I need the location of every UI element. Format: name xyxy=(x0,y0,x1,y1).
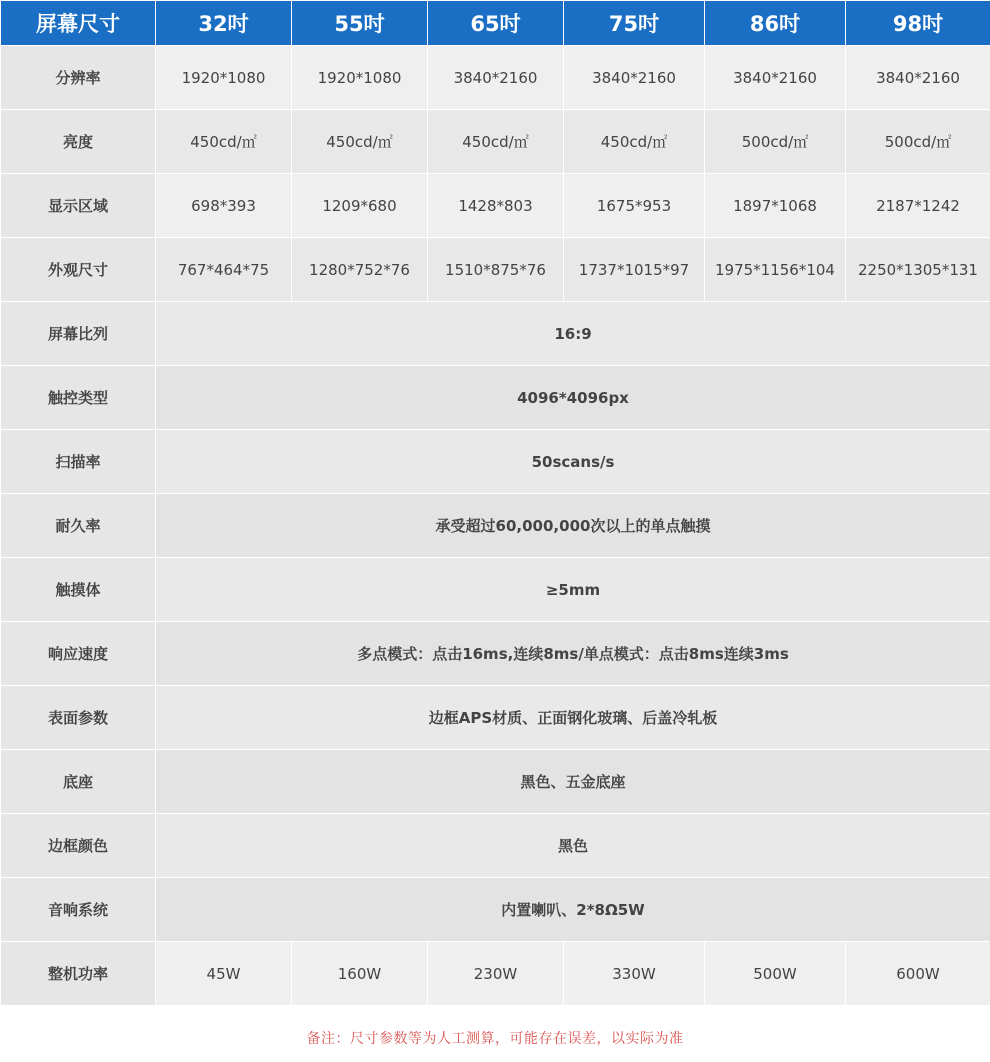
table-row xyxy=(1,942,990,1006)
row-value-cell: 500cd/㎡ xyxy=(846,110,990,174)
row-value-merged: 内置喇叭、2*8Ω5W xyxy=(156,878,990,942)
table-row xyxy=(1,46,990,110)
row-label: 音响系统 xyxy=(1,878,156,942)
row-label: 底座 xyxy=(1,750,156,814)
table-row xyxy=(1,302,990,366)
row-label: 触摸体 xyxy=(1,558,156,622)
row-value-cell: 450cd/㎡ xyxy=(428,110,564,174)
row-value-cell: 2250*1305*131 xyxy=(846,238,990,302)
header-size-cell: 32吋 xyxy=(156,1,292,46)
row-label: 耐久率 xyxy=(1,494,156,558)
row-value-cell: 1428*803 xyxy=(428,174,564,238)
row-value-cell: 450cd/㎡ xyxy=(156,110,292,174)
row-value-cell: 45W xyxy=(156,942,292,1006)
row-value-cell: 1975*1156*104 xyxy=(705,238,846,302)
table-row xyxy=(1,110,990,174)
row-label: 亮度 xyxy=(1,110,156,174)
row-label: 响应速度 xyxy=(1,622,156,686)
row-label: 显示区域 xyxy=(1,174,156,238)
row-value-cell: 500cd/㎡ xyxy=(705,110,846,174)
row-value-cell: 3840*2160 xyxy=(846,46,990,110)
table-row xyxy=(1,622,990,686)
row-value-cell: 3840*2160 xyxy=(428,46,564,110)
row-value-cell: 698*393 xyxy=(156,174,292,238)
table-row xyxy=(1,366,990,430)
row-value-cell: 160W xyxy=(292,942,428,1006)
row-value-cell: 1737*1015*97 xyxy=(564,238,705,302)
table-row xyxy=(1,750,990,814)
row-value-cell: 1920*1080 xyxy=(156,46,292,110)
row-value-cell: 767*464*75 xyxy=(156,238,292,302)
row-value-cell: 1675*953 xyxy=(564,174,705,238)
footnote: 备注：尺寸参数等为人工测算，可能存在误差，以实际为准 xyxy=(0,1006,990,1062)
row-value-merged: 黑色 xyxy=(156,814,990,878)
table-header-row xyxy=(1,1,990,46)
row-label: 表面参数 xyxy=(1,686,156,750)
row-label: 整机功率 xyxy=(1,942,156,1006)
row-label: 边框颜色 xyxy=(1,814,156,878)
row-value-cell: 1920*1080 xyxy=(292,46,428,110)
row-value-cell: 230W xyxy=(428,942,564,1006)
row-value-merged: 16:9 xyxy=(156,302,990,366)
row-value-cell: 1209*680 xyxy=(292,174,428,238)
table-row xyxy=(1,686,990,750)
table-row xyxy=(1,174,990,238)
table-body xyxy=(1,1,990,1006)
row-value-merged: 承受超过60,000,000次以上的单点触摸 xyxy=(156,494,990,558)
header-size-cell: 65吋 xyxy=(428,1,564,46)
table-row xyxy=(1,494,990,558)
row-value-cell: 3840*2160 xyxy=(564,46,705,110)
row-label: 扫描率 xyxy=(1,430,156,494)
header-size-cell: 55吋 xyxy=(292,1,428,46)
row-value-merged: 边框APS材质、正面钢化玻璃、后盖冷轧板 xyxy=(156,686,990,750)
row-label: 外观尺寸 xyxy=(1,238,156,302)
row-label: 触控类型 xyxy=(1,366,156,430)
row-value-cell: 1897*1068 xyxy=(705,174,846,238)
header-size-cell: 86吋 xyxy=(705,1,846,46)
row-value-merged: ≥5mm xyxy=(156,558,990,622)
row-value-cell: 1510*875*76 xyxy=(428,238,564,302)
header-label-cell: 屏幕尺寸 xyxy=(1,1,156,46)
row-value-merged: 4096*4096px xyxy=(156,366,990,430)
row-label: 屏幕比列 xyxy=(1,302,156,366)
row-value-cell: 2187*1242 xyxy=(846,174,990,238)
table-row xyxy=(1,878,990,942)
row-value-cell: 450cd/㎡ xyxy=(564,110,705,174)
row-value-cell: 500W xyxy=(705,942,846,1006)
row-value-cell: 450cd/㎡ xyxy=(292,110,428,174)
table-row xyxy=(1,238,990,302)
row-value-merged: 多点模式：点击16ms,连续8ms/单点模式：点击8ms连续3ms xyxy=(156,622,990,686)
header-size-cell: 98吋 xyxy=(846,1,990,46)
row-value-cell: 1280*752*76 xyxy=(292,238,428,302)
row-label: 分辨率 xyxy=(1,46,156,110)
header-size-cell: 75吋 xyxy=(564,1,705,46)
table-row xyxy=(1,814,990,878)
table-row xyxy=(1,430,990,494)
row-value-cell: 330W xyxy=(564,942,705,1006)
row-value-merged: 50scans/s xyxy=(156,430,990,494)
row-value-cell: 3840*2160 xyxy=(705,46,846,110)
row-value-merged: 黑色、五金底座 xyxy=(156,750,990,814)
row-value-cell: 600W xyxy=(846,942,990,1006)
table-row xyxy=(1,558,990,622)
